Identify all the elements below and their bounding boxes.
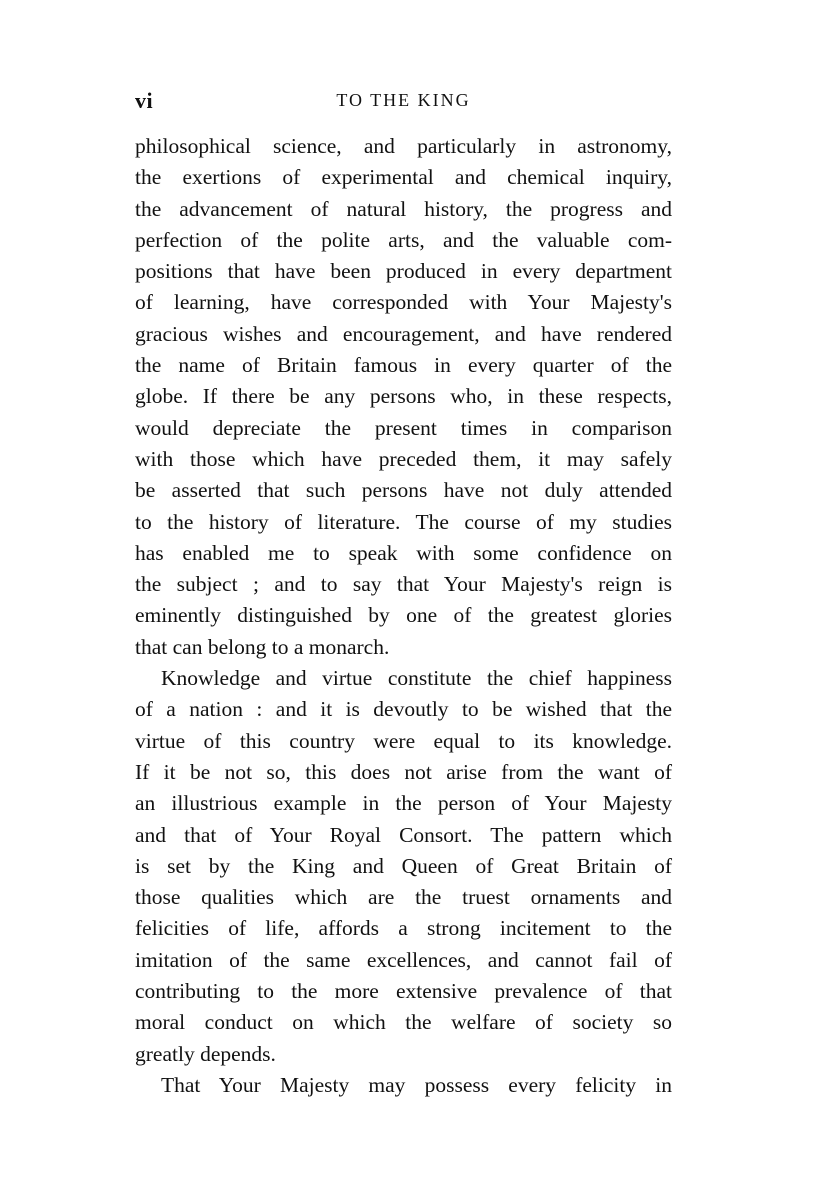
text-line: imitation of the same excellences, and cannot fail of (135, 947, 672, 972)
text-line: greatly depends. (135, 1041, 276, 1066)
text-line: be asserted that such persons have not duly attended (135, 478, 672, 503)
text-line: the exertions of experimental and chemical inquiry, (135, 165, 672, 190)
text-line: the advancement of natural history, the progress and (135, 196, 672, 221)
text-line: moral conduct on which the welfare of society so (135, 1010, 672, 1035)
text-line: contributing to the more extensive prevalence of that (135, 979, 672, 1004)
text-line: gracious wishes and encouragement, and have rendered (135, 321, 672, 346)
running-head (135, 88, 672, 118)
text-line: is set by the King and Queen of Great Britain of (135, 853, 672, 878)
text-line: that can belong to a monarch. (135, 634, 390, 659)
text-line: eminently distinguished by one of the greatest glories (135, 603, 672, 628)
running-title: TO THE KING (336, 90, 471, 110)
text-line: positions that have been produced in every department (135, 259, 672, 284)
paragraph-3 (135, 1070, 672, 1101)
text-line: those qualities which are the truest ornaments and (135, 885, 672, 910)
text-line: the subject ; and to say that Your Majesty's reign is (135, 572, 672, 597)
text-line: to the history of literature. The course of my studies (135, 509, 672, 534)
text-line: perfection of the polite arts, and the valuable com- (135, 227, 672, 252)
text-line: philosophical science, and particularly in astronomy, (135, 134, 672, 158)
text-line: If it be not so, this does not arise from the want of (135, 759, 672, 784)
text-line: of learning, have corresponded with Your Majesty's (135, 290, 672, 315)
paragraph-2 (135, 663, 672, 1070)
text-line: That Your Majesty may possess every felicity in (161, 1072, 672, 1097)
page-number: vi (135, 88, 154, 113)
text-line: the name of Britain famous in every quarter of the (135, 353, 672, 378)
text-line: of a nation : and it is devoutly to be wished that the (135, 697, 672, 722)
text-line: globe. If there be any persons who, in these respects, (135, 384, 672, 409)
text-line: would depreciate the present times in comparison (135, 415, 672, 440)
text-line: felicities of life, affords a strong incitement to the (135, 916, 672, 941)
text-body (135, 131, 672, 1101)
text-line: and that of Your Royal Consort. The pattern which (135, 822, 672, 847)
paragraph-1 (135, 131, 672, 663)
text-line: Knowledge and virtue constitute the chief happiness (161, 666, 672, 691)
text-line: virtue of this country were equal to its knowledge. (135, 728, 672, 753)
text-line: with those which have preceded them, it may safely (135, 446, 672, 471)
text-line: an illustrious example in the person of Your Majesty (135, 791, 672, 816)
text-line: has enabled me to speak with some confidence on (135, 540, 672, 565)
